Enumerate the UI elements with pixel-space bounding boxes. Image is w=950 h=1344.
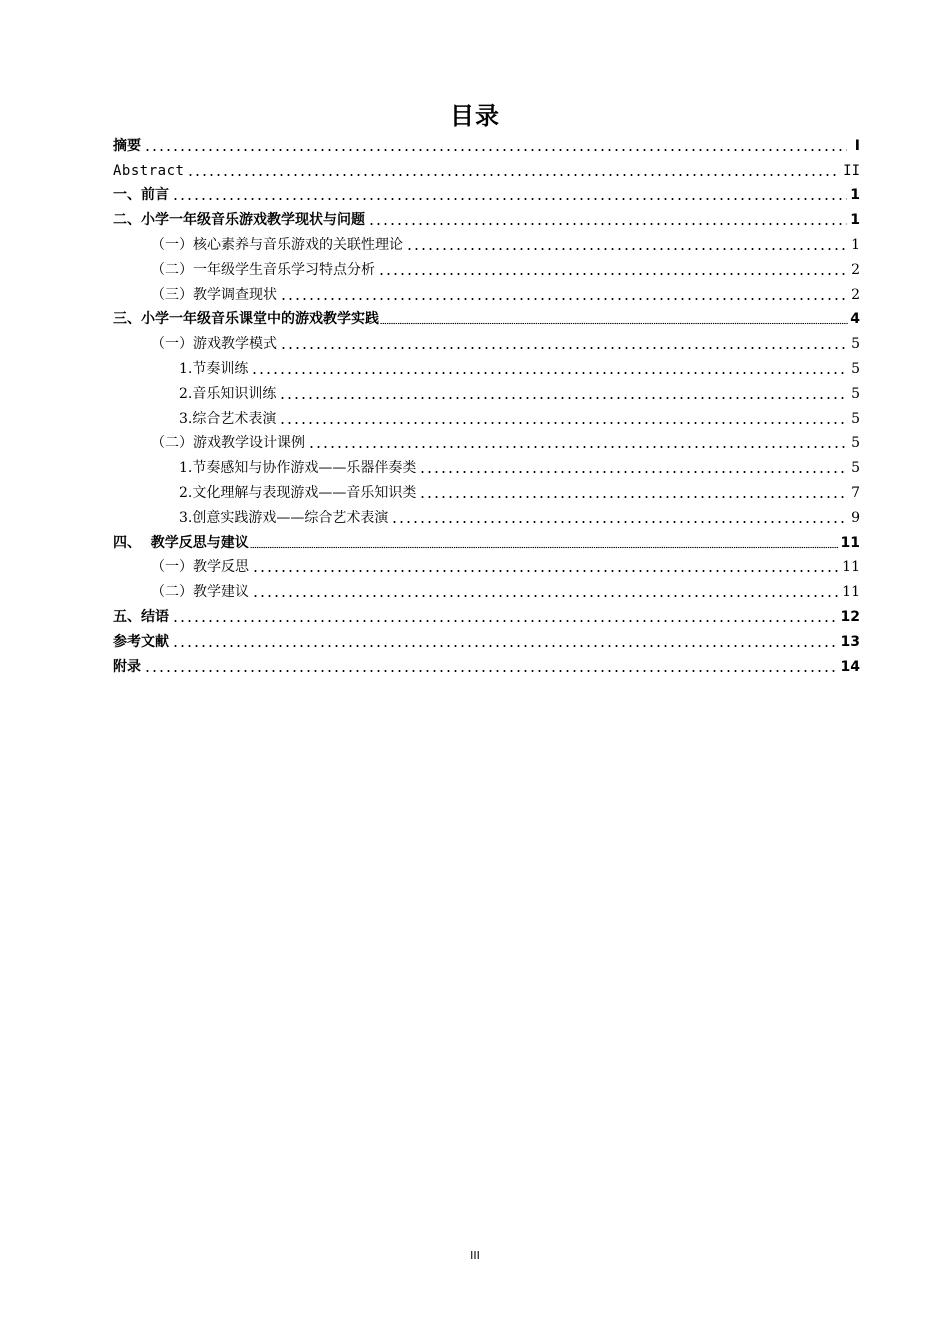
toc-entry-page: 1 [850,212,860,229]
toc-entry-label: Abstract [113,162,185,179]
toc-entry-label: 三、小学一年级音乐课堂中的游戏教学实践 [113,311,379,328]
toc-entry-label: （一）核心素养与音乐游戏的关联性理论 [151,236,403,253]
toc-entry-page: 11 [840,534,860,551]
toc-entry-page: 2 [851,286,860,303]
dot-leader [250,535,839,549]
toc-entry-page: 5 [851,360,860,377]
toc-entry-label: 五、结语 [113,608,169,625]
toc-entry-label: 附录 [113,658,141,675]
dot-leader [187,163,840,177]
toc-entry-page: 4 [850,311,860,328]
toc-entry-section-2-1[interactable] [113,230,860,255]
toc-entry-page: 5 [851,336,860,353]
toc-entry-preface[interactable] [113,181,860,206]
dot-leader [172,609,838,623]
toc-entry-section-3-2[interactable] [113,429,860,454]
toc-entry-label: 3.综合艺术表演 [179,410,277,427]
toc-entry-abstract-cn[interactable] [113,131,860,156]
toc-entry-label: 2.文化理解与表现游戏——音乐知识类 [179,484,417,501]
toc-entry-page: 11 [842,559,860,576]
toc-entry-section-2-3[interactable] [113,280,860,305]
dot-leader [308,435,847,449]
dot-leader [368,212,847,226]
toc-entry-label: 1.节奏训练 [179,360,249,377]
dot-leader [419,460,847,474]
toc-entry-label: 一、前言 [113,187,169,204]
toc-entry-section-4-1[interactable] [113,553,860,578]
dot-leader [252,559,839,573]
toc-entry-page: 13 [840,633,860,650]
toc-entry-chapter-3[interactable] [113,305,860,330]
toc-entry-label: 1.节奏感知与协作游戏——乐器伴奏类 [179,460,417,477]
toc-entry-references[interactable] [113,627,860,652]
toc-entry-page: 14 [840,658,860,675]
toc-entry-section-3-2-1[interactable] [113,453,860,478]
toc-entry-section-3-2-2[interactable] [113,478,860,503]
toc-entry-section-3-1-1[interactable] [113,354,860,379]
toc-entry-section-3-1-2[interactable] [113,379,860,404]
toc-entry-conclusion[interactable] [113,602,860,627]
toc-entry-label: （一）教学反思 [151,559,249,576]
toc-entry-label: 参考文献 [113,633,169,650]
toc-entry-page: 7 [851,484,860,501]
dot-leader [144,659,838,673]
toc-entry-page: 12 [840,608,860,625]
toc-entry-label: 二、小学一年级音乐游戏教学现状与问题 [113,212,365,229]
toc-entry-label: 2.音乐知识训练 [179,385,277,402]
toc-entry-page: II [843,162,860,179]
toc-entry-label: （二）一年级学生音乐学习特点分析 [151,261,375,278]
toc-entry-section-3-2-3[interactable] [113,503,860,528]
toc-entry-page: 9 [851,509,860,526]
toc-entry-abstract-en[interactable] [113,156,860,181]
toc-entry-page: 5 [851,410,860,427]
toc-entry-chapter-4[interactable] [113,528,860,553]
toc-entry-section-4-2[interactable] [113,577,860,602]
dot-leader [172,187,847,201]
dot-leader [280,287,847,301]
toc-entry-label: 四、 教学反思与建议 [113,534,249,551]
dot-leader [419,485,847,499]
toc-entry-page: 5 [851,460,860,477]
dot-leader [252,584,839,598]
toc-entry-page: 1 [851,236,860,253]
toc-title: 目录 [450,102,500,130]
toc-entry-label: （二）教学建议 [151,584,249,601]
toc-entry-label: （三）教学调查现状 [151,286,277,303]
toc-entry-label: 3.创意实践游戏——综合艺术表演 [179,509,389,526]
toc-entry-section-2-2[interactable] [113,255,860,280]
page-number: III [470,1249,480,1262]
dot-leader [279,386,847,400]
toc-entry-page: 5 [851,385,860,402]
table-of-contents [113,131,860,677]
dot-leader [391,510,847,524]
toc-entry-chapter-2[interactable] [113,205,860,230]
toc-entry-label: 摘要 [113,137,141,154]
dot-leader [251,361,847,375]
toc-entry-page: 2 [851,261,860,278]
dot-leader [378,262,847,276]
dot-leader [144,138,847,152]
toc-entry-label: （二）游戏教学设计课例 [151,435,305,452]
dot-leader [380,311,848,325]
toc-entry-label: （一）游戏教学模式 [151,336,277,353]
toc-entry-page: 5 [851,435,860,452]
dot-leader [280,336,847,350]
toc-entry-page: 11 [842,584,860,601]
dot-leader [279,411,847,425]
toc-entry-section-3-1-3[interactable] [113,404,860,429]
dot-leader [406,237,847,251]
toc-entry-page: I [854,137,860,154]
toc-entry-appendix[interactable] [113,652,860,677]
dot-leader [172,634,838,648]
toc-entry-section-3-1[interactable] [113,329,860,354]
toc-entry-page: 1 [850,187,860,204]
